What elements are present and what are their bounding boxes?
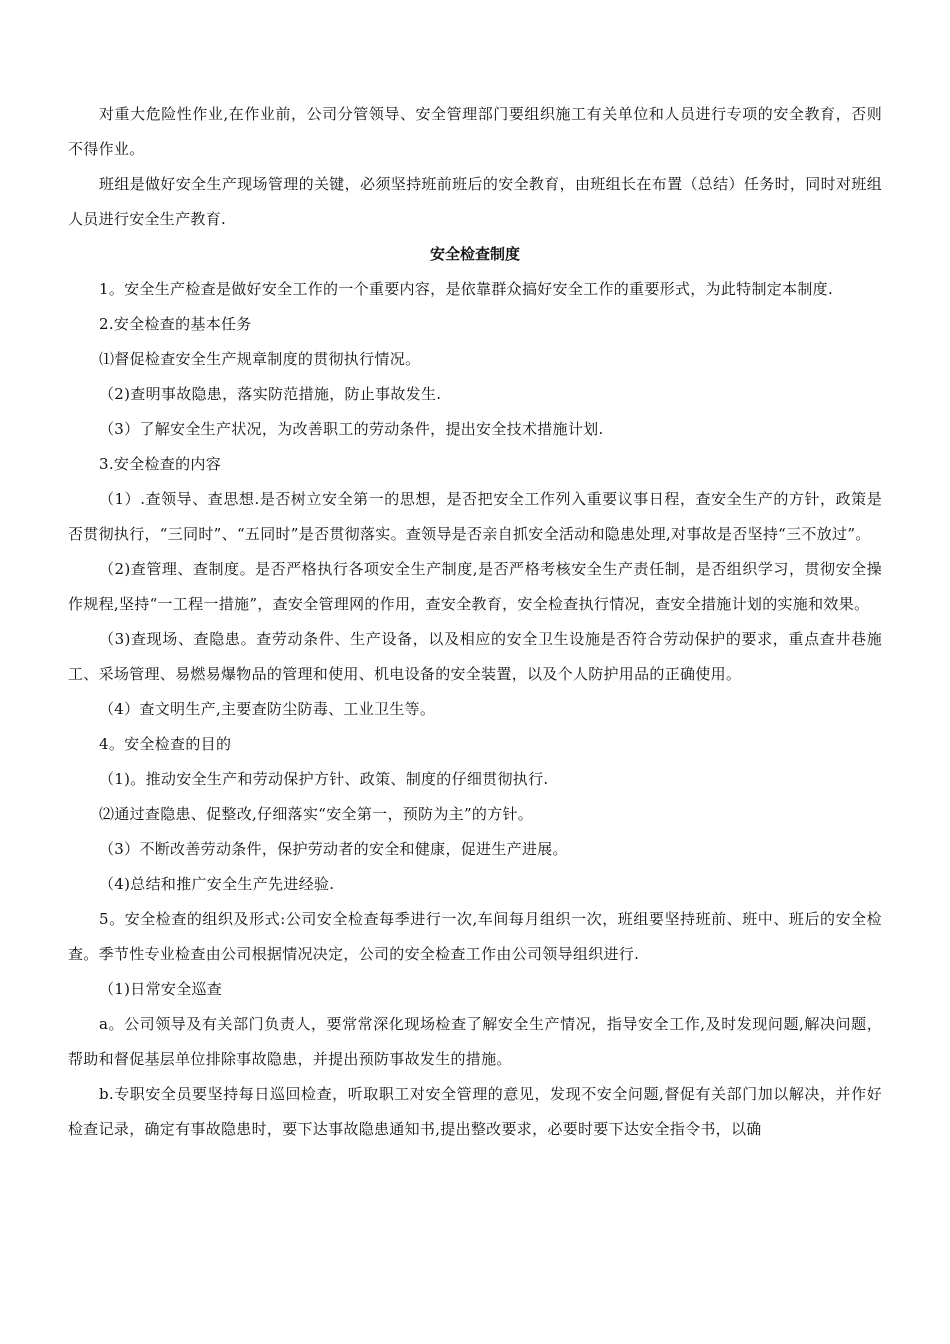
heading-inspection-goals: 4。安全检查的目的 <box>99 735 232 753</box>
list-item-content-3: （3)查现场、查隐患。查劳动条件、生产设备，以及相应的安全卫生设施是否符合劳动保护的要求，重点查井巷施工、采场管理、易燃易爆物品的管理和使用、机电设备的安全装置，以及个人防护用品的正确使用。 <box>68 630 882 683</box>
list-item-content-1: （1）.查领导、查思想.是否树立安全第一的思想，是否把安全工作列入重要议事日程，查安全生产的方针，政策是否贯彻执行，“三同时”、“五同时”是否贯彻落实。查领导是否亲自抓安全活动和隐患处理,对事故是否坚持“三不放过”。 <box>68 490 882 543</box>
paragraph-organization-forms: 5。安全检查的组织及形式:公司安全检查每季进行一次,车间每月组织一次，班组要坚持班前、班中、班后的安全检查。季节性专业检查由公司根据情况决定，公司的安全检查工作由公司领导组织进行. <box>68 910 882 963</box>
list-item-patrol-a: a。公司领导及有关部门负责人，要常常深化现场检查了解安全生产情况，指导安全工作,及时发现问题,解决问题，帮助和督促基层单位排除事故隐患，并提出预防事故发生的措施。 <box>68 1015 882 1068</box>
list-item-content-4: （4）查文明生产,主要查防尘防毒、工业卫生等。 <box>99 700 436 718</box>
list-item-task-3: （3）了解安全生产状况，为改善职工的劳动条件，提出安全技术措施计划. <box>99 420 604 438</box>
list-item-patrol-b: b.专职安全员要坚持每日巡回检查，听取职工对安全管理的意见，发现不安全问题,督促有关部门加以解决，并作好检查记录，确定有事故隐患时，要下达事故隐患通知书,提出整改要求，必要时要下达安全指令书，以确 <box>68 1085 882 1138</box>
list-item-goal-4: （4)总结和推广安全生产先进经验. <box>99 875 335 893</box>
heading-basic-tasks: 2.安全检查的基本任务 <box>99 315 252 333</box>
list-item-content-2: （2)查管理、查制度。是否严格执行各项安全生产制度,是否严格考核安全生产责任制，是否组织学习，贯彻安全操作规程,坚持“一工程一措施”，查安全管理网的作用，查安全教育，安全检查执行情况，查安全措施计划的实施和效果。 <box>68 560 882 613</box>
paragraph-team-education: 班组是做好安全生产现场管理的关键，必须坚持班前班后的安全教育，由班组长在布置（总结）任务时，同时对班组人员进行安全生产教育. <box>68 175 882 228</box>
heading-daily-patrol: （1)日常安全巡查 <box>99 980 223 998</box>
list-item-goal-3: （3）不断改善劳动条件，保护劳动者的安全和健康，促进生产进展。 <box>99 840 568 858</box>
list-item-task-1: ⑴督促检查安全生产规章制度的贯彻执行情况。 <box>99 350 421 368</box>
paragraph-major-risk-education: 对重大危险性作业,在作业前，公司分管领导、安全管理部门要组织施工有关单位和人员进行专项的安全教育，否则不得作业。 <box>68 105 882 158</box>
list-item-goal-1: （1)。推动安全生产和劳动保护方针、政策、制度的仔细贯彻执行. <box>99 770 549 788</box>
paragraph-inspection-purpose: 1。安全生产检查是做好安全工作的一个重要内容，是依靠群众搞好安全工作的重要形式，为此特制定本制度. <box>99 280 834 298</box>
section-title: 安全检查制度 <box>429 245 520 263</box>
heading-inspection-content: 3.安全检查的内容 <box>99 455 222 473</box>
list-item-task-2: （2)查明事故隐患，落实防范措施，防止事故发生. <box>99 385 442 403</box>
list-item-goal-2: ⑵通过查隐患、促整改,仔细落实“安全第一，预防为主”的方针。 <box>99 805 534 823</box>
